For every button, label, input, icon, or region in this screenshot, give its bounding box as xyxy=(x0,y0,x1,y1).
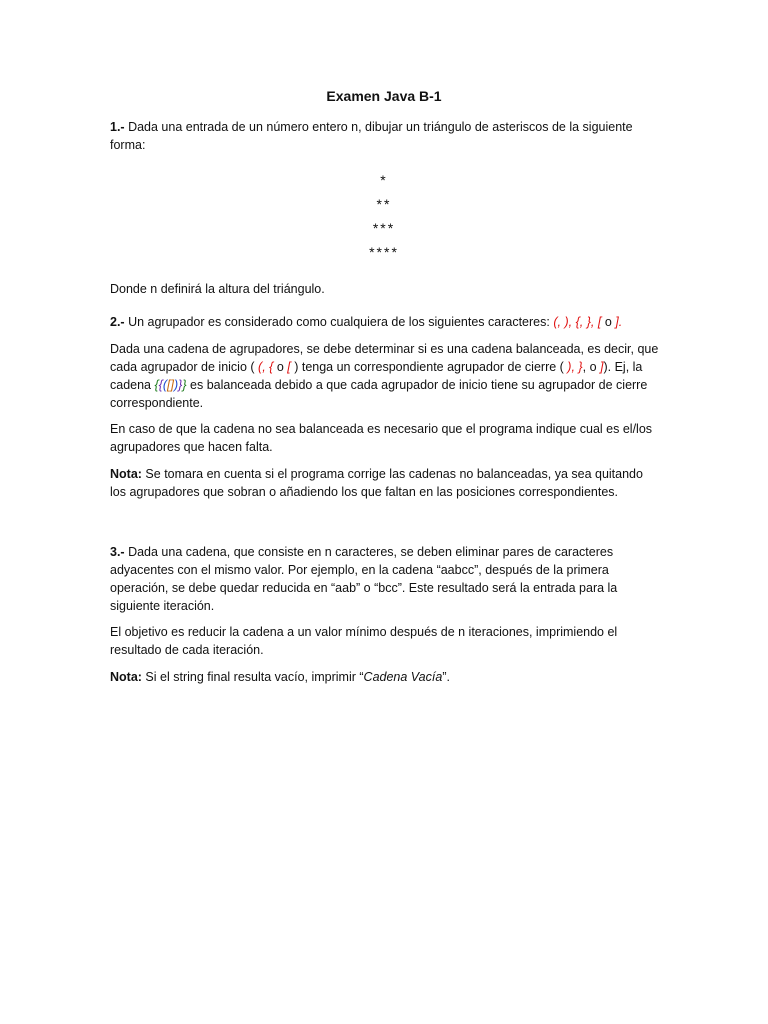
char-close-bracket: ] xyxy=(600,360,604,374)
char-open-brace: { xyxy=(269,360,274,374)
example-char: } xyxy=(182,378,187,392)
char-close-paren: ) xyxy=(564,315,569,329)
balanced-example xyxy=(154,378,186,392)
q2-p2-text: En caso de que la cadena no sea balanceada es necesario que el programa indique cual es el/los agrupadores que hacen falta. xyxy=(110,422,653,454)
char-open-paren: ( xyxy=(258,360,263,374)
or-word: o xyxy=(589,360,597,374)
question-3 xyxy=(110,543,660,615)
q3-note xyxy=(110,668,660,686)
q2-p1-c: ). Ej, la cadena xyxy=(110,360,643,392)
q3-paragraph-2 xyxy=(110,623,660,659)
q3-note-b: ”. xyxy=(442,670,450,684)
example-char: } xyxy=(178,378,183,392)
q1-body: Dada una entrada de un número entero n, dibujar un triángulo de asteriscos de la siguiente forma: xyxy=(110,120,633,152)
example-char: { xyxy=(158,378,163,392)
example-char: ) xyxy=(174,378,179,392)
q3-note-a: Si el string final resulta vacío, imprimir “ xyxy=(141,670,364,684)
q2-paragraph-1: Dada una cadena de agrupadores, se debe determinar si es una cadena balanceada, es decir, que cada agrupador de inicio ( (, { o [ ) tenga un correspondiente agrupador de cierre ( ), }, o ]). Ej, la cadena {{([])}} es balanceada debido a que cada agrupador de inicio tiene su agrupador de cierre correspondiente. xyxy=(110,342,659,410)
char-close-paren: ) xyxy=(567,360,572,374)
q2-intro-text: Un agrupador es considerado como cualquiera de los siguientes caracteres: xyxy=(128,315,554,329)
question-1 xyxy=(110,118,660,154)
q1-number: 1.- xyxy=(110,120,125,134)
question-2 xyxy=(110,313,660,331)
example-char: ] xyxy=(170,378,174,392)
q2-paragraph-2 xyxy=(110,420,660,456)
q2-note xyxy=(110,465,660,501)
q1-text xyxy=(110,118,660,154)
char-open-bracket: [ xyxy=(287,360,291,374)
page-title: Examen Java B-1 xyxy=(326,88,442,104)
q3-p2-text: El objetivo es reducir la cadena a un valor mínimo después de n iteraciones, imprimiendo el resultado de cada iteración. xyxy=(110,625,618,657)
triangle-row: * xyxy=(380,172,388,188)
char-close-bracket: ] xyxy=(615,315,619,329)
example-char: [ xyxy=(167,378,171,392)
char-close-brace: } xyxy=(586,315,591,329)
or-word: o xyxy=(276,360,284,374)
q2-p1-a: Dada una cadena de agrupadores, se debe determinar si es una cadena balanceada, es decir, que cada agrupador de inicio ( xyxy=(110,342,659,374)
q2-note-text: Se tomara en cuenta si el programa corrige las cadenas no balanceadas, ya sea quitando los agrupadores que sobran o añadiendo los que faltan en las posiciones correspondientes. xyxy=(110,467,643,499)
example-char: { xyxy=(154,378,159,392)
char-open-paren: ( xyxy=(553,315,558,329)
triangle-row: *** xyxy=(372,220,396,236)
q2-p1-b: ) tenga un correspondiente agrupador de cierre ( xyxy=(290,360,568,374)
q1-note xyxy=(110,280,660,298)
triangle-row: **** xyxy=(369,244,399,260)
q3-note-italic: Cadena Vacía xyxy=(363,670,443,684)
triangle-row: ** xyxy=(376,196,392,212)
q3-number: 3.- xyxy=(110,545,125,559)
q2-intro: 2.- Un agrupador es considerado como cualquiera de los siguientes caracteres: (, ), {, }, [ o ]. xyxy=(110,315,623,329)
asterisk-triangle xyxy=(0,168,768,264)
q1-note-text: Donde n definirá la altura del triángulo. xyxy=(110,282,325,296)
note-label: Nota: xyxy=(110,467,142,481)
char-open-brace: { xyxy=(575,315,580,329)
q2-number: 2.- xyxy=(110,315,125,329)
char-close-brace: } xyxy=(578,360,583,374)
note-label: Nota: xyxy=(110,670,142,684)
q3-p1-text: Dada una cadena, que consiste en n caracteres, se deben eliminar pares de caracteres adyacentes con el mismo valor. Por ejemplo, en la cadena “aabcc”, después de la primera operación, se debe quedar reducida en “aab” o “bcc”. Este resultado será la entrada para la siguiente iteración. xyxy=(110,545,618,613)
example-char: ( xyxy=(162,378,168,392)
char-open-bracket: [ xyxy=(597,315,602,329)
or-word: o xyxy=(604,315,612,329)
q2-p1-d: es balanceada debido a que cada agrupador de inicio tiene su agrupador de cierre correspondiente. xyxy=(110,378,648,410)
